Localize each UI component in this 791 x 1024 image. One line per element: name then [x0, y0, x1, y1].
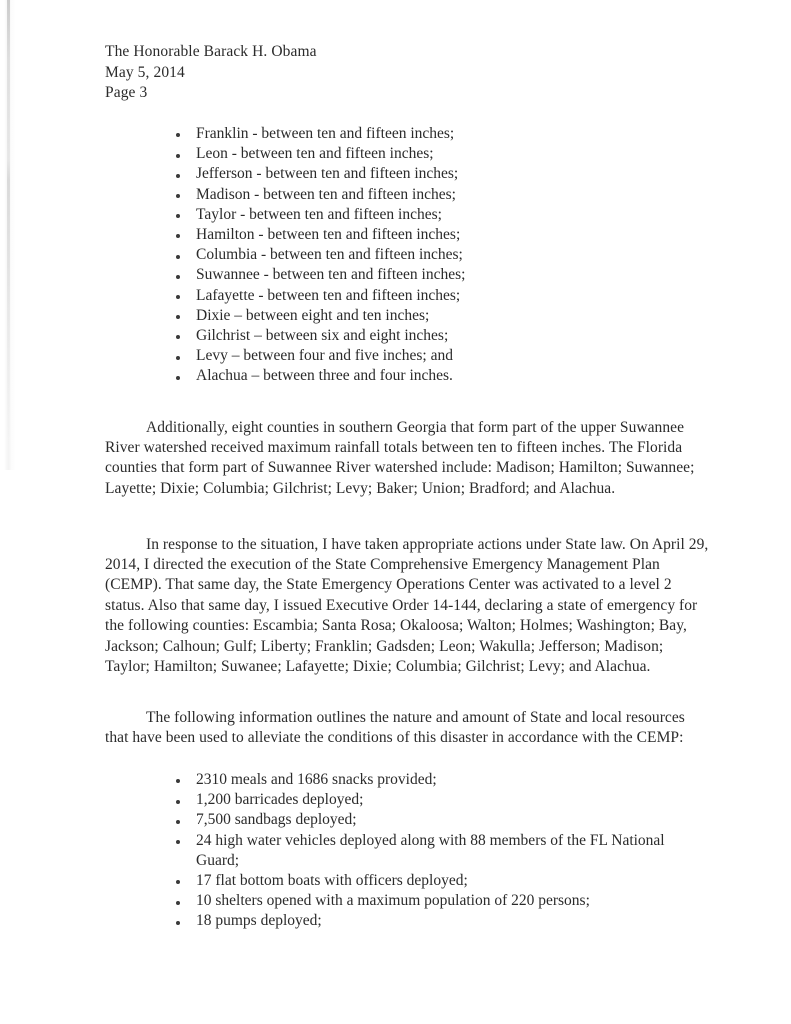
- bullet-dot-icon: [176, 880, 180, 884]
- list-item-label: Taylor - between ten and fifteen inches;: [196, 205, 442, 223]
- bullet-dot-icon: [176, 154, 180, 158]
- paragraph-following-information: The following information outlines the nature and amount of State and local resources that have been used to alleviate the conditions of this disaster in accordance with the CEMP:: [105, 708, 685, 746]
- list-item: [176, 306, 465, 326]
- list-item: [176, 790, 666, 810]
- bullet-dot-icon: [176, 295, 180, 299]
- list-item-label: 1,200 barricades deployed;: [196, 791, 364, 809]
- page-number: Page 3: [105, 84, 148, 101]
- bullet-dot-icon: [176, 921, 180, 925]
- list-item: [176, 831, 666, 871]
- list-item-label: Jefferson - between ten and fifteen inches;: [196, 165, 459, 183]
- list-item: [176, 286, 465, 306]
- bullet-dot-icon: [176, 820, 180, 824]
- list-item: [176, 265, 465, 285]
- list-item-label: Suwannee - between ten and fifteen inches;: [196, 266, 466, 284]
- list-item: [176, 346, 465, 366]
- list-item-label: Alachua – between three and four inches.: [196, 367, 453, 385]
- scanner-streak-artifact: [7, 0, 10, 445]
- bullet-dot-icon: [176, 315, 180, 319]
- list-item-label: Franklin - between ten and fifteen inches;: [196, 125, 455, 142]
- list-item: [176, 124, 465, 144]
- bullet-dot-icon: [176, 234, 180, 238]
- list-item: [176, 911, 666, 931]
- list-item-label: Dixie – between eight and ten inches;: [196, 306, 430, 324]
- list-item: [176, 185, 465, 205]
- list-item-label: 2310 meals and 1686 snacks provided;: [196, 771, 437, 788]
- list-item: [176, 810, 666, 830]
- scanner-streak-halo: [4, 0, 16, 470]
- bullet-dot-icon: [176, 214, 180, 218]
- bullet-dot-icon: [176, 133, 180, 137]
- list-item: [176, 144, 465, 164]
- list-item-label: 18 pumps deployed;: [196, 912, 322, 930]
- list-item-label: Madison - between ten and fifteen inches;: [196, 185, 456, 203]
- list-item-label: Leon - between ten and fifteen inches;: [196, 145, 434, 163]
- bullet-dot-icon: [176, 376, 180, 380]
- list-item: [176, 164, 465, 184]
- list-item-label: Gilchrist – between six and eight inches;: [196, 327, 449, 345]
- paragraph-additionally: Additionally, eight counties in southern Georgia that form part of the upper Suwannee River watershed received maximum rainfall totals between ten to fifteen inches. The Florida counties that form part of Suwannee River watershed include: Madison; Hamilton; Suwannee; Layette; Dixie; Columbia; Gilchrist; Levy; Baker; Union; Bradford; and Alachua.: [105, 418, 695, 497]
- list-item-label: Lafayette - between ten and fifteen inches;: [196, 286, 461, 304]
- counties-rainfall-list: [176, 124, 465, 387]
- bullet-dot-icon: [176, 255, 180, 259]
- bullet-dot-icon: [176, 275, 180, 279]
- list-item-label: Hamilton - between ten and fifteen inches;: [196, 226, 461, 244]
- resources-deployed-list: [176, 770, 666, 932]
- list-item-label: Columbia - between ten and fifteen inches;: [196, 246, 463, 264]
- bullet-dot-icon: [176, 800, 180, 804]
- bullet-dot-icon: [176, 174, 180, 178]
- paragraph-state-response: In response to the situation, I have taken appropriate actions under State law. On April 29, 2014, I directed the execution of the State Comprehensive Emergency Management Plan (CEMP). That same day, the State Emergency Operations Center was activated to a level 2 status. Also that same day, I issued Executive Order 14-144, declaring a state of emergency for the following counties: Escambia; Santa Rosa; Okaloosa; Walton; Holmes; Washington; Bay, Jackson; Calhoun; Gulf; Liberty; Franklin; Gadsden; Leon; Wakulla; Jefferson; Madison; Taylor; Hamilton; Suwanee; Lafayette; Dixie; Columbia; Gilchrist; Levy; and Alachua.: [105, 535, 709, 675]
- list-item-label: 17 flat bottom boats with officers deployed;: [196, 872, 468, 890]
- list-item: [176, 871, 666, 891]
- list-item-label: 24 high water vehicles deployed along with 88 members of the FL National Guard;: [196, 831, 665, 869]
- list-item: [176, 205, 465, 225]
- bullet-dot-icon: [176, 779, 180, 783]
- list-item: [176, 326, 465, 346]
- letter-date: May 5, 2014: [105, 63, 185, 81]
- list-item: [176, 245, 465, 265]
- list-item: [176, 770, 666, 790]
- bullet-dot-icon: [176, 840, 180, 844]
- bullet-dot-icon: [176, 335, 180, 339]
- bullet-dot-icon: [176, 194, 180, 198]
- list-item-label: 10 shelters opened with a maximum population of 220 persons;: [196, 892, 590, 910]
- list-item-label: Levy – between four and five inches; and: [196, 347, 453, 365]
- list-item: [176, 366, 465, 386]
- list-item: [176, 891, 666, 911]
- list-item: [176, 225, 465, 245]
- list-item-label: 7,500 sandbags deployed;: [196, 811, 357, 829]
- letter-header-block: [105, 42, 317, 104]
- bullet-dot-icon: [176, 901, 180, 905]
- bullet-dot-icon: [176, 356, 180, 360]
- addressee-name: The Honorable Barack H. Obama: [105, 43, 317, 60]
